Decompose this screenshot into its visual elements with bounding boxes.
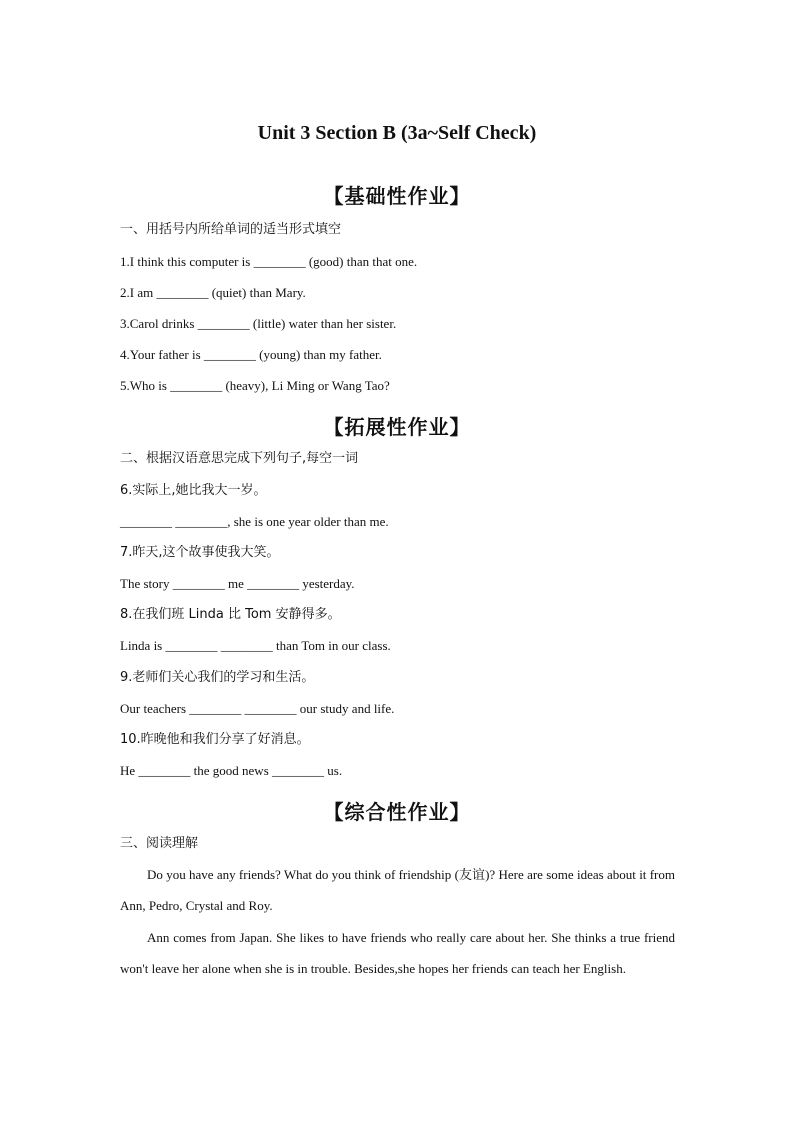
part1-item-3: 3.Carol drinks ________ (little) water than her sister. xyxy=(120,316,397,331)
part2-item-8-chinese: 8.在我们班 Linda 比 Tom 安静得多。 xyxy=(120,607,341,622)
document-title: Unit 3 Section B (3a~Self Check) xyxy=(257,122,537,144)
section-basic-heading: 【基础性作业】 xyxy=(323,184,471,208)
part1-item-5: 5.Who is ________ (heavy), Li Ming or Wang Tao? xyxy=(120,378,390,393)
part2-item-6-english: ________ ________, she is one year older than me. xyxy=(120,514,389,529)
part2-item-10-english: He ________ the good news ________ us. xyxy=(120,763,343,778)
part1-item-1: 1.I think this computer is ________ (good) than that one. xyxy=(120,254,418,269)
section-comprehensive-heading: 【综合性作业】 xyxy=(323,800,471,824)
reading-paragraph-2: Ann comes from Japan. She likes to have friends who really care about her. She thinks a true friend won't leave her alone when she is in trouble. Besides,she hopes her friends can teach her English. xyxy=(120,930,675,976)
part2-item-8-english: Linda is ________ ________ than Tom in our class. xyxy=(120,638,391,653)
part1-item-4: 4.Your father is ________ (young) than my father. xyxy=(120,347,382,362)
part3-heading: 三、阅读理解 xyxy=(120,836,199,851)
part2-item-9-chinese: 9.老师们关心我们的学习和生活。 xyxy=(120,670,315,685)
part2-item-7-chinese: 7.昨天,这个故事使我大笑。 xyxy=(120,545,280,560)
part2-item-9-english: Our teachers ________ ________ our study and life. xyxy=(120,701,395,716)
part2-item-7-english: The story ________ me ________ yesterday. xyxy=(120,576,355,591)
part2-item-6-chinese: 6.实际上,她比我大一岁。 xyxy=(120,483,267,498)
part1-heading: 一、用括号内所给单词的适当形式填空 xyxy=(120,222,342,237)
part1-item-2: 2.I am ________ (quiet) than Mary. xyxy=(120,285,306,300)
section-extended-heading: 【拓展性作业】 xyxy=(323,415,471,439)
part2-heading: 二、根据汉语意思完成下列句子,每空一词 xyxy=(120,451,359,466)
part2-item-10-chinese: 10.昨晚他和我们分享了好消息。 xyxy=(120,732,310,747)
reading-paragraph-1: Do you have any friends? What do you think of friendship (友谊)? Here are some ideas about it from Ann, Pedro, Crystal and Roy. xyxy=(120,867,675,913)
